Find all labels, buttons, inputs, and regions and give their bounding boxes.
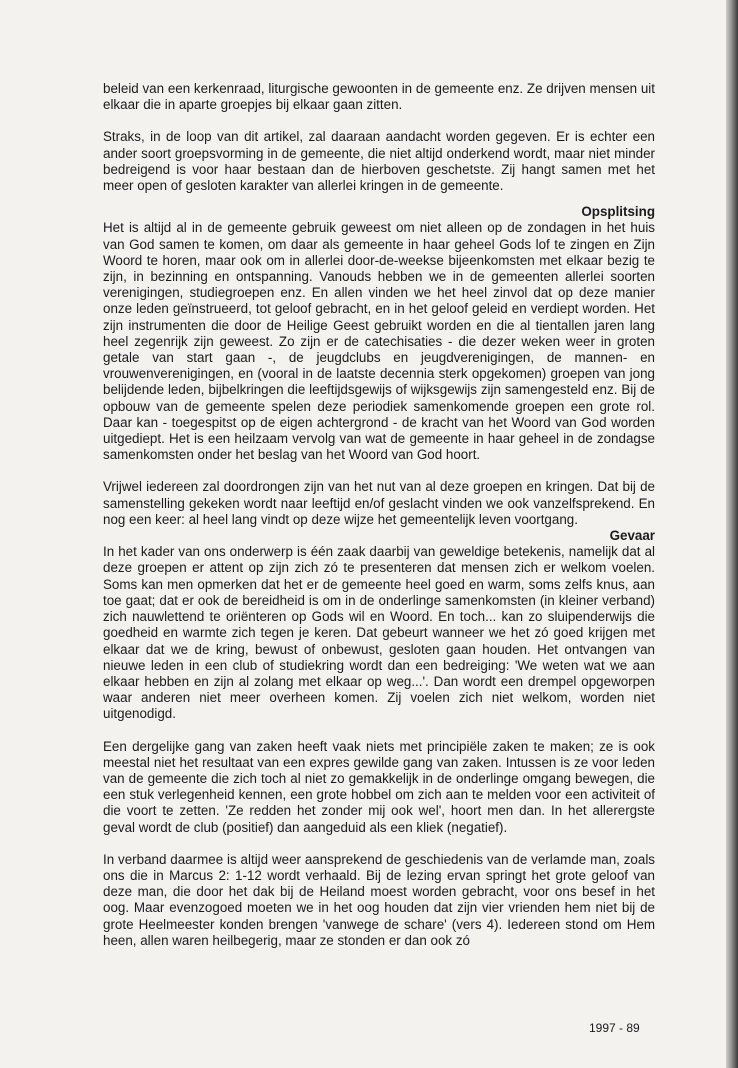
paragraph-2: Straks, in de loop van dit artikel, zal daaraan aandacht worden gegeven. Er is echter een ander soort groepsvorming in de gemeente, die niet altijd onderkend wordt, maar niet minder bedreigend is voor haar bestaan dan de hierboven geschetste. Zij hangt samen met het meer open of gesloten karakter van allerlei kringen in de gemeente. bbox=[103, 129, 655, 194]
paragraph-7: In verband daarmee is altijd weer aansprekend de geschiedenis van de verlamde man, zoals ons die in Marcus 2: 1-12 wordt verhaald. Bij de lezing ervan springt het grote geloof van deze man, die door het dak bij de Heiland moest worden gebracht, voor ons besef in het oog. Maar evenzogoed moeten we in het oog houden dat zijn vier vrienden hem niet bij de grote Heelmeester konden brengen 'vanwege de schare' (vers 4). Iedereen stond om Hem heen, allen waren heilbegerig, maar ze stonden er dan ook zó bbox=[103, 851, 655, 948]
paragraph-6: Een dergelijke gang van zaken heeft vaak niets met principiële zaken te maken; ze is ook meestal niet het resultaat van een expres gewilde gang van zaken. Intussen is ze voor leden van de gemeente die zich toch al niet zo gemakkelijk in de onderlinge omgang bewegen, die een stuk verlegenheid kennen, een grote hobbel om zich aan te melden voor een activiteit of die voort te zetten. 'Ze redden het zonder mij ook wel', hoort men dan. In het allerergste geval wordt de club (positief) dan aangeduid als een kliek (negatief). bbox=[103, 738, 655, 835]
page-edge-shadow bbox=[726, 0, 738, 1068]
section-heading-opsplitsing: Opsplitsing bbox=[581, 204, 655, 220]
article-body bbox=[103, 81, 655, 949]
section-heading-gevaar: Gevaar bbox=[609, 528, 655, 544]
page-number: 1997 - 89 bbox=[589, 1021, 640, 1035]
paragraph-5: In het kader van ons onderwerp is één zaak daarbij van geweldige betekenis, namelijk dat al deze groepen er attent op zijn zich zó te presenteren dat mensen zich er welkom voelen. Soms kan men opmerken dat het er de gemeente heel goed en warm, soms zelfs knus, aan toe gaat; dat er ook de bereidheid is om in de onderlinge samenkomsten (in kleiner verband) zich nauwlettend te oriënteren op Gods wil en Woord. En toch... kan zo sluipenderwijs die goedheid en warmte zich tegen je keren. Dat gebeurt wanneer we het zó goed krijgen met elkaar dat we de kring, bewust of onbewust, gesloten gaan houden. Het ontvangen van nieuwe leden in een club of studiekring wordt dan een bedreiging: 'We weten wat we aan elkaar hebben en zijn al zolang met elkaar op weg...'. Dan wordt een drempel opgeworpen waar anderen niet meer overheen komen. Zij voelen zich niet welkom, worden niet uitgenodigd. bbox=[103, 544, 655, 722]
paragraph-1: beleid van een kerkenraad, liturgische gewoonten in de gemeente enz. Ze drijven mensen uit elkaar die in aparte groepjes bij elkaar gaan zitten. bbox=[103, 81, 655, 113]
paragraph-3: Het is altijd al in de gemeente gebruik geweest om niet alleen op de zondagen in het huis van God samen te komen, om daar als gemeente in haar geheel Gods lof te zingen en Zijn Woord te horen, maar ook om in allerlei door-de-weekse bijeenkomsten met elkaar bezig te zijn, in bezinning en ontspanning. Vanouds hebben we in de gemeenten allerlei soorten verenigingen, studiegroepen enz. En allen vinden we het heel zinvol dat op deze manier onze leden geïnstrueerd, tot geloof gebracht, en in het geloof geleid en verdiept worden. Het zijn instrumenten die door de Heilige Geest gebruikt worden en die al tientallen jaren lang heel zegenrijk zijn geweest. Zo zijn er de catechisaties - die dezer weken weer in groten getale van start gaan -, de jeugdclubs en jeugdverenigingen, de mannen- en vrouwenverenigingen, en (vooral in de laatste decennia sterk opgekomen) groepen van jong belijdende leden, bijbelkringen die leeftijdsgewijs of wijksgewijs zijn samengesteld enz. Bij de opbouw van de gemeente spelen deze periodiek samenkomende groepen een grote rol. Daar kan - toegespitst op de eigen achtergrond - de kracht van het Woord van God worden uitgediept. Het is een heilzaam vervolg van wat de gemeente in haar geheel in de zondagse samenkomsten onder het beslag van het Woord van God hoort. bbox=[103, 220, 655, 463]
paragraph-4: Vrijwel iedereen zal doordrongen zijn van het nut van al deze groepen en kringen. Dat bij de samenstelling gekeken wordt naar leeftijd en/of geslacht vinden we ook vanzelfsprekend. En nog een keer: al heel lang vindt op deze wijze het gemeentelijk leven voortgang. bbox=[103, 479, 655, 527]
